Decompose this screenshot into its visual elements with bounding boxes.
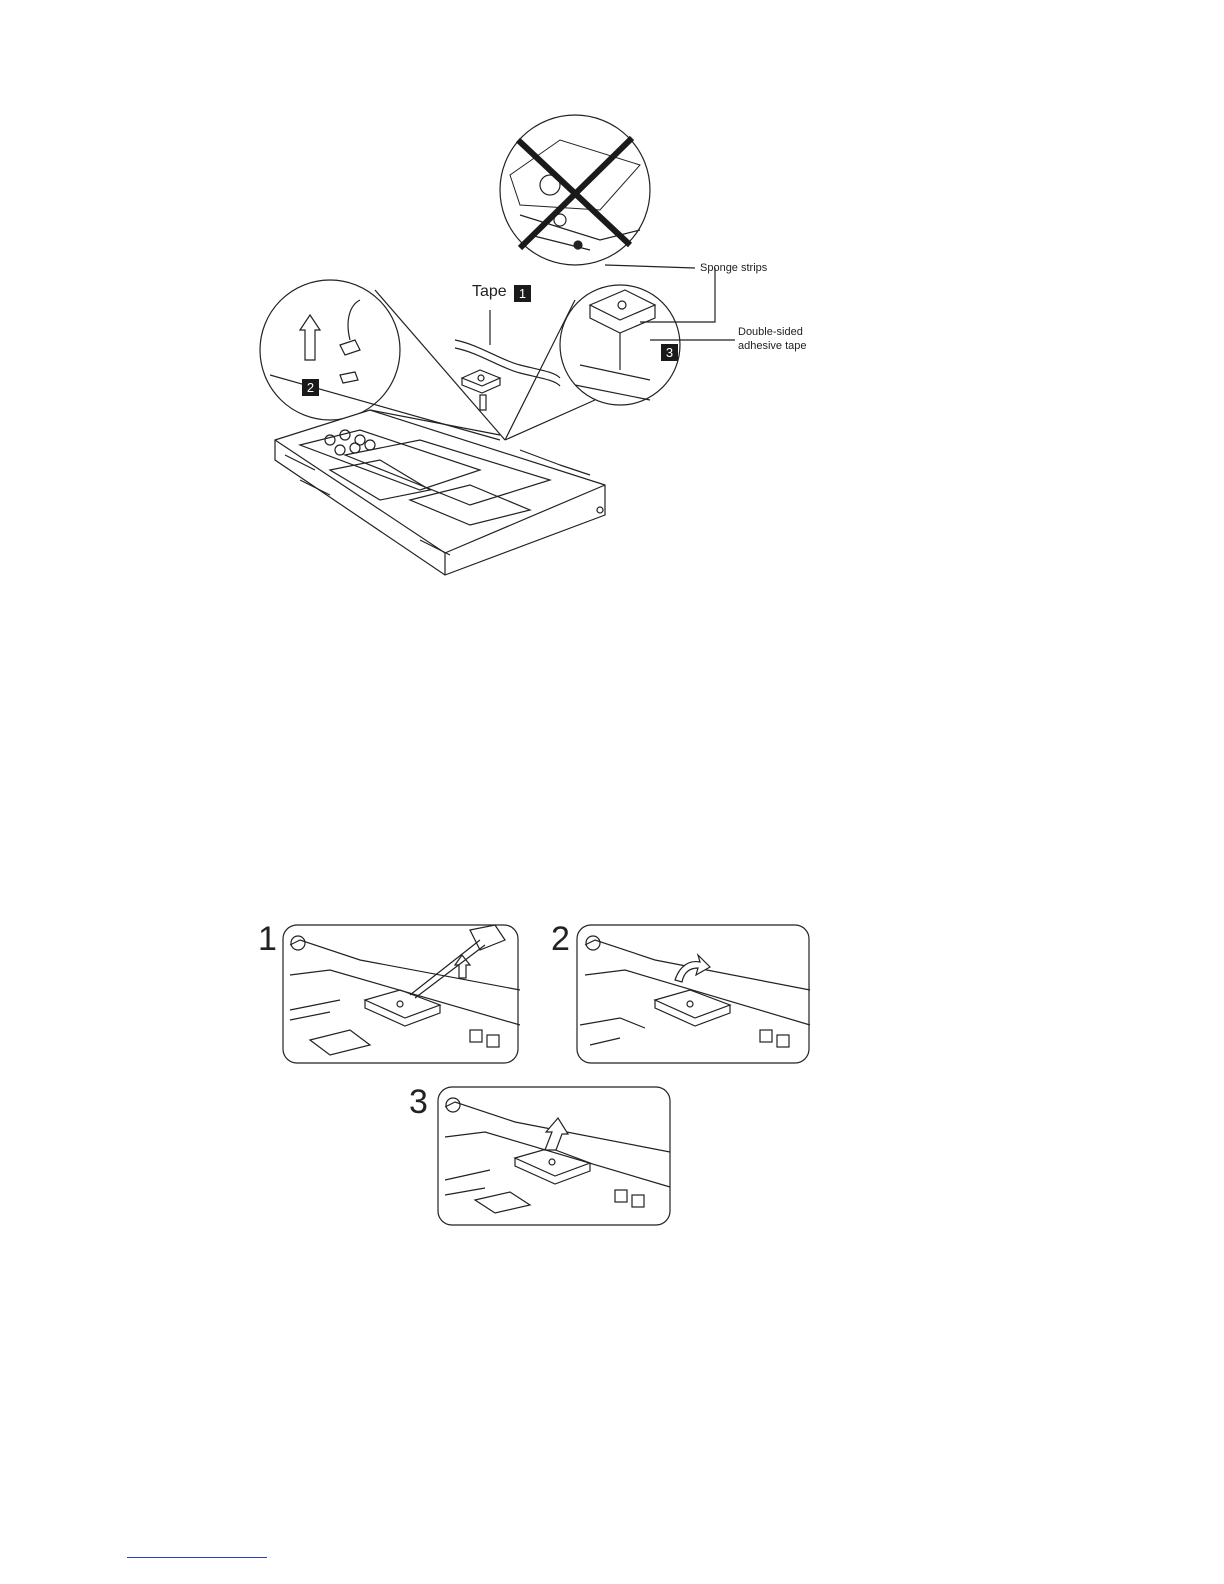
sponge-strips-label: Sponge strips (700, 262, 768, 274)
step-3-number: 3 (409, 1083, 428, 1121)
removal-steps-figure (0, 900, 1224, 1240)
step-1-number: 1 (258, 920, 277, 958)
footer-rule (127, 1557, 267, 1558)
left-detail-circle (260, 280, 400, 420)
step-2-number: 2 (551, 920, 570, 958)
removal-steps-drawing (0, 900, 1224, 1240)
exploded-view-figure (0, 0, 1224, 600)
exploded-view-drawing (0, 0, 1224, 600)
adhesive-tape-label-line2: adhesive tape (738, 340, 807, 352)
adhesive-tape-label-line1: Double-sided (738, 326, 803, 338)
callout-2: 2 (302, 379, 319, 396)
tape-label: Tape (472, 283, 507, 300)
callout-1: 1 (514, 285, 531, 302)
callout-3: 3 (661, 344, 678, 361)
